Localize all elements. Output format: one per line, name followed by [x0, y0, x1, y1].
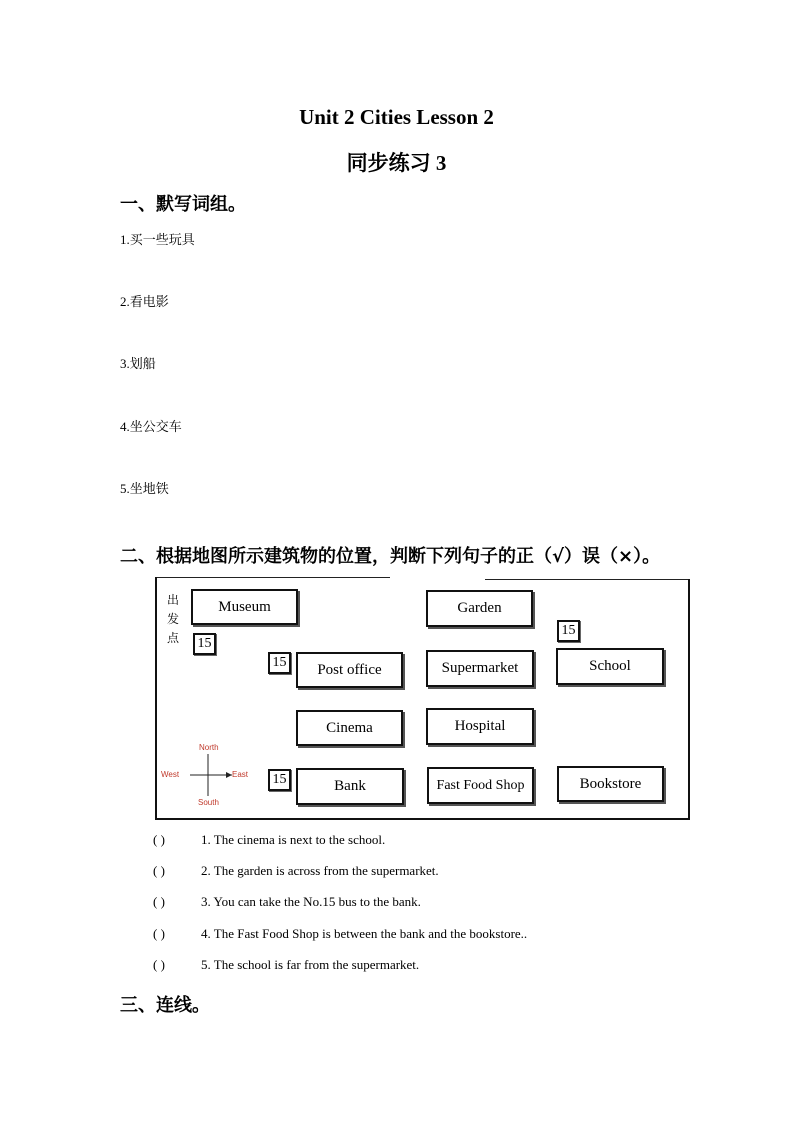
map-frame	[155, 577, 157, 820]
true-false-question: ( ) 1. The cinema is next to the school.	[153, 832, 386, 847]
dictation-item: 2.看电影	[120, 294, 169, 309]
compass-west: West	[161, 770, 180, 779]
page-title: Unit 2 Cities Lesson 2	[299, 105, 494, 129]
bus-stop-15: 15	[193, 633, 216, 655]
section-1-heading: 一、默写词组。	[120, 194, 246, 215]
building-supermarket: Supermarket	[426, 650, 534, 687]
bus-stop-15: 15	[268, 652, 291, 674]
dictation-item: 1.买一些玩具	[120, 232, 195, 247]
dictation-item: 3.划船	[120, 356, 156, 371]
building-post-office: Post office	[296, 652, 403, 688]
city-map	[155, 577, 690, 820]
start-point-label: 出 发 点	[166, 593, 179, 645]
building-garden: Garden	[426, 590, 533, 627]
answer-blank[interactable]: ( )	[153, 926, 165, 941]
building-museum: Museum	[191, 589, 298, 625]
compass	[160, 740, 255, 810]
compass-east: East	[232, 770, 249, 779]
building-bank: Bank	[296, 768, 404, 805]
compass-north: North	[199, 743, 219, 752]
building-fast-food-shop: Fast Food Shop	[427, 767, 534, 804]
dictation-item: 5.坐地铁	[120, 481, 169, 496]
answer-blank[interactable]: ( )	[153, 957, 165, 972]
section-3-heading: 三、连线。	[120, 995, 210, 1016]
answer-blank[interactable]: ( )	[153, 894, 165, 909]
bus-stop-15: 15	[557, 620, 580, 642]
map-frame	[485, 579, 690, 580]
true-false-question: ( ) 2. The garden is across from the supermarket.	[153, 863, 439, 878]
building-hospital: Hospital	[426, 708, 534, 745]
map-frame	[155, 818, 690, 820]
section-2-heading: 二、根据地图所示建筑物的位置，判断下列句子的正（√）误（×）。	[120, 546, 661, 567]
bus-stop-15: 15	[268, 769, 291, 791]
true-false-question: ( ) 4. The Fast Food Shop is between the bank and the bookstore..	[153, 926, 528, 941]
answer-blank[interactable]: ( )	[153, 863, 165, 878]
page-subtitle: 同步练习 3	[346, 151, 447, 175]
map-frame	[688, 579, 690, 819]
dictation-item: 4.坐公交车	[120, 419, 182, 434]
answer-blank[interactable]: ( )	[153, 832, 165, 847]
map-frame	[155, 577, 390, 578]
true-false-question: ( ) 3. You can take the No.15 bus to the bank.	[153, 894, 421, 909]
building-school: School	[556, 648, 664, 685]
true-false-question: ( ) 5. The school is far from the supermarket.	[153, 957, 420, 972]
building-bookstore: Bookstore	[557, 766, 664, 802]
building-cinema: Cinema	[296, 710, 403, 746]
compass-south: South	[198, 798, 219, 807]
